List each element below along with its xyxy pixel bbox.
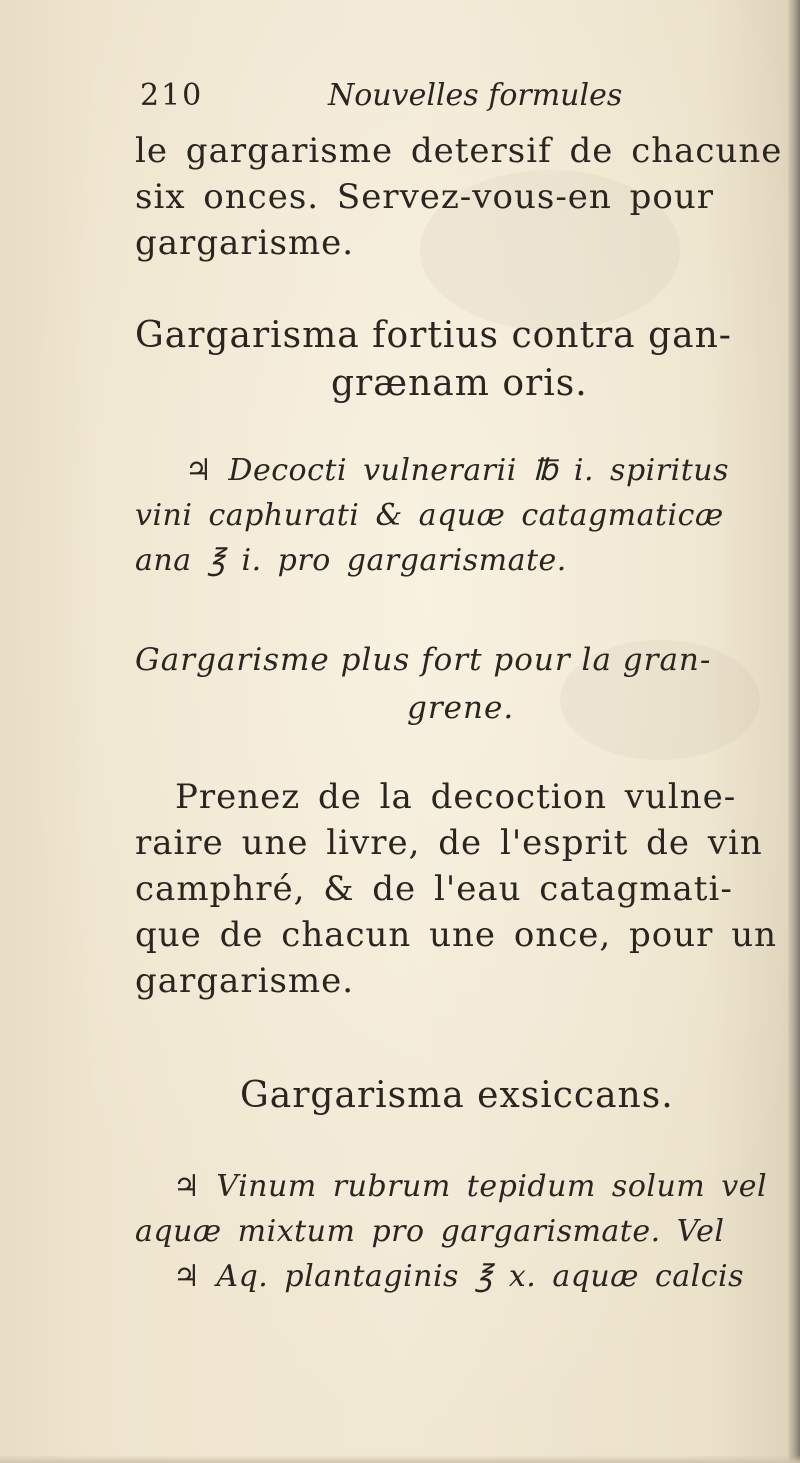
text-line: ♃ Aq. plantaginis ℥ x. aquæ calcis — [173, 1259, 745, 1294]
title-line: Gargarisma exsiccans. — [240, 1075, 674, 1116]
text-line: camphré, & de l'eau catagmati- — [135, 869, 733, 909]
text-line: gargarisme. — [135, 223, 355, 263]
text-line: six onces. Servez-vous-en pour — [135, 177, 715, 217]
text-line: vini caphurati & aquæ catagmaticæ — [135, 498, 724, 533]
text-line: Prenez de la decoction vulne- — [175, 777, 737, 817]
section-title-french — [135, 636, 765, 732]
page-edge — [788, 0, 800, 1463]
recipe-latin — [135, 448, 765, 583]
text-line: le gargarisme detersif de chacune — [135, 131, 783, 171]
title-line: Gargarisma fortius contra gan- — [135, 315, 732, 356]
section-title-exsiccans — [135, 1072, 765, 1120]
running-title: Nouvelles formules — [328, 78, 623, 113]
text-line: aquæ mixtum pro gargarismate. Vel — [135, 1214, 725, 1249]
title-line: grænam oris. — [331, 363, 588, 404]
text-line: ana ℥ i. pro gargarismate. — [135, 543, 567, 578]
title-line: Gargarisme plus fort pour la gran- — [135, 642, 712, 678]
recipe-latin-exsiccans — [135, 1164, 768, 1299]
recipe-french — [135, 774, 777, 1004]
text-line: ♃ Decocti vulnerarii ℔ i. spiritus — [185, 453, 729, 488]
section-title-latin — [135, 312, 765, 408]
text-line: que de chacun une once, pour un — [135, 915, 777, 955]
text-line: ♃ Vinum rubrum tepidum solum vel — [173, 1169, 768, 1204]
title-line: grene. — [407, 690, 515, 726]
page-number: 210 — [140, 78, 204, 113]
text-line: raire une livre, de l'esprit de vin — [135, 823, 763, 863]
text-line: gargarisme. — [135, 961, 355, 1001]
page-bottom-edge — [0, 1455, 800, 1463]
paragraph-gargarisme-detersif — [135, 128, 783, 266]
